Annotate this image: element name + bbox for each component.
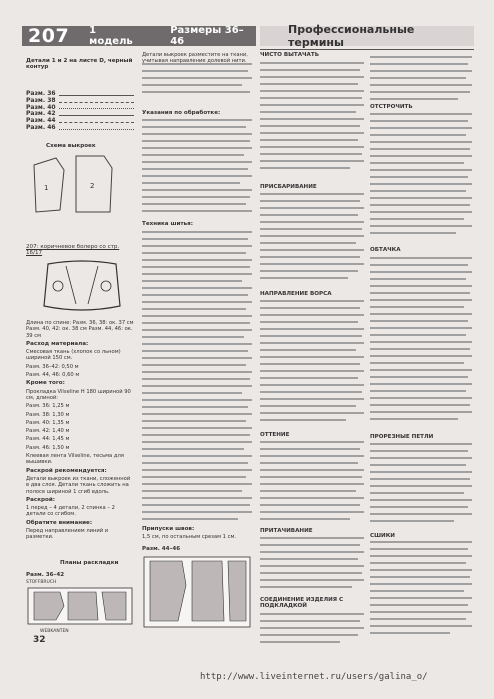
size-row: Разм. 46	[26, 124, 134, 131]
size-row: Разм. 44	[26, 117, 134, 124]
term-heading: ОТСТРОЧИТЬ	[370, 104, 413, 110]
size-row: Разм. 42	[26, 110, 134, 117]
left-text-block: Длина по спине: Разм. 36, 38: ок. 37 см Разм. 40, 42: ок. 38 см Разм. 44, 46: ок. 39 см Расход материала: Смесовая ткань (хлопок со льном) шириной 150 см. Разм. 36–42: 0,50 м Разм. 44, 46: 0,60 м Кроме того: Прокладка Vilseline H 180 шириной 90 см, длиной: Разм. 36: 1,25 м Разм. 38: 1,30 м Разм. 40: 1,35 м Разм. 42: 1,40 м Разм. 44: 1,45 м Разм. 46: 1,50 м Клеевая лента Vilseline, тесьма для вышивки. Раскрой рекомендуется: Детали выкроек из ткани, сложенной в два слоя. Детали ткань сложить на полосе шириной 1 сгиб вдоль. Раскрой: 1 перед – 4 детали, 2 спинка – 2 детали со сгибом. Обратите внимание: Перед направлением линий и разметки.	[26, 320, 134, 541]
term-heading: ОТТЕНИЕ	[260, 432, 290, 438]
fold-label: STOFFBRUCH	[26, 580, 57, 585]
bolero-drawing	[36, 256, 128, 318]
term-heading: ПРИТАЧИВАНИЕ	[260, 528, 313, 534]
bolero-caption: 207: коричневое болеро со стр. 16/17	[26, 244, 120, 256]
plan1-label: Разм. 36–42	[26, 572, 65, 578]
mid-text-block-2: Указания по обработке:	[142, 110, 221, 116]
embroidery-motif	[101, 281, 111, 291]
embroidery-motif	[53, 281, 63, 291]
term-heading: НАПРАВЛЕНИЕ ВОРСА	[260, 291, 332, 297]
plan2-label: Разм. 44–46	[142, 546, 181, 552]
mid-text-block-3: Техника шитья:	[142, 221, 193, 227]
size-row: Разм. 36	[26, 90, 134, 97]
size-row: Разм. 38	[26, 97, 134, 104]
right-column-text-lines	[260, 60, 366, 650]
page-number: 207	[28, 25, 70, 47]
term-heading: ОБТАЧКА	[370, 247, 401, 253]
details-title: Детали 1 и 2 на листе D, черный контур	[26, 58, 133, 71]
section-title: Профессиональные термины	[260, 26, 474, 46]
term-heading: ПРИСБАРИВАНИЕ	[260, 184, 317, 190]
page-footer-number: 32	[33, 635, 46, 645]
cutting-layout-plan	[26, 586, 136, 628]
svg-text:2: 2	[90, 182, 95, 190]
selvedge-label: WEBKANTEN	[40, 629, 69, 634]
cutting-layout-plan-2	[142, 555, 254, 631]
pattern-scheme	[26, 150, 136, 240]
term-heading: ПРОРЕЗНЫЕ ПЕТЛИ	[370, 434, 434, 440]
term-heading: СОЕДИНЕНИЕ ИЗДЕЛИЯ С ПОДКЛАДКОЙ	[260, 597, 344, 610]
sizes-label: Размеры 36–46	[170, 25, 244, 47]
mid-column-text-lines	[142, 60, 254, 540]
svg-text:1: 1	[44, 184, 49, 192]
size-row: Разм. 40	[26, 104, 134, 111]
scheme-title: Схема выкроек	[46, 143, 96, 149]
model-header	[22, 26, 256, 46]
terms-col-1: ЧИСТО ВЫТАЧАТЬ	[260, 52, 319, 58]
right-column-2-text-lines	[370, 54, 474, 650]
plans-title: Планы раскладки	[60, 560, 119, 566]
term-heading: СШИКИ	[370, 533, 395, 539]
front-piece-shape	[34, 158, 64, 212]
allowances-block: Припуски швов: 1,5 см, по остальным срезам 1 см.	[142, 526, 237, 541]
header-rule	[260, 49, 474, 50]
source-url: http://www.liveinternet.ru/users/galina_o/	[200, 672, 428, 682]
model-label: 1 модель	[89, 25, 133, 47]
mid-text-block: Детали выкроек разместите на ткани, учитывая направление долевой нити.	[142, 52, 248, 65]
size-legend	[26, 90, 134, 131]
